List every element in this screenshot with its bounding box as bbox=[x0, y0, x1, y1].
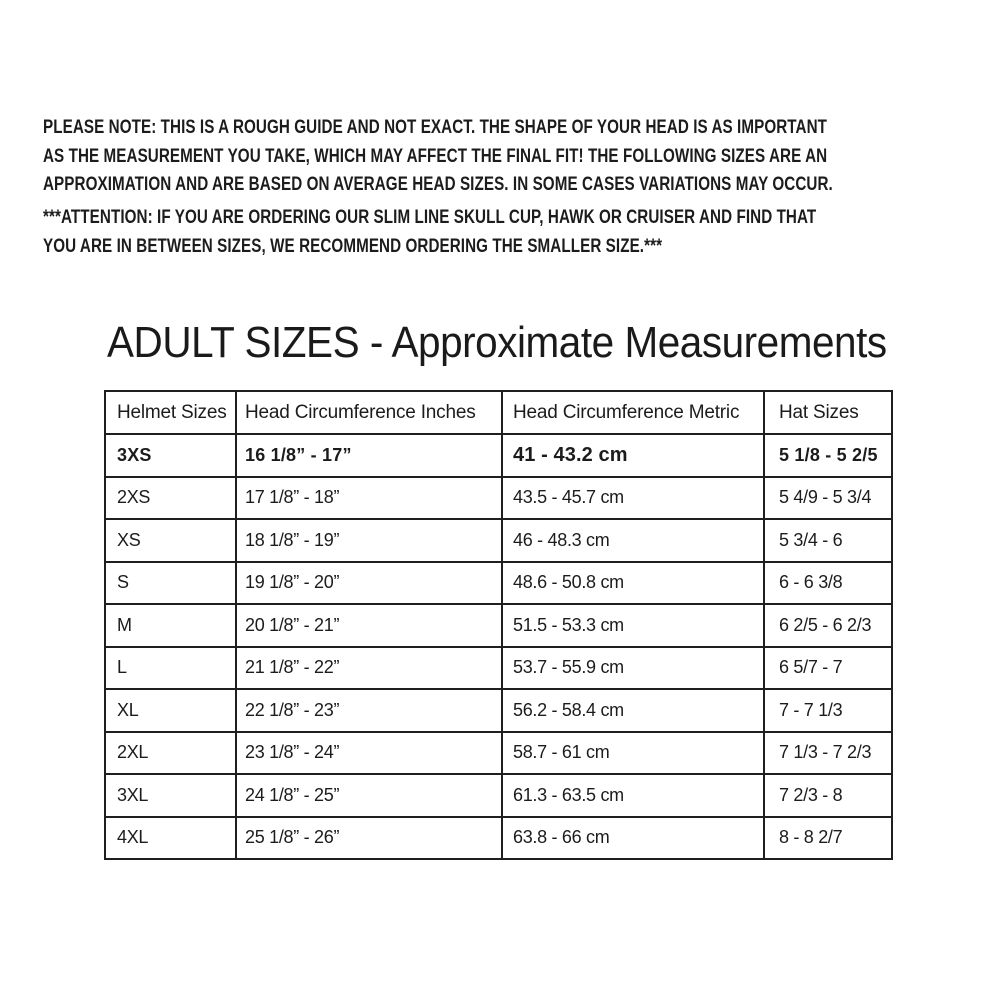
inches-cell: 18 1/8” - 19” bbox=[236, 519, 502, 562]
note-line: PLEASE NOTE: THIS IS A ROUGH GUIDE AND NOT EXACT. THE SHAPE OF YOUR HEAD IS AS IMPORTANT bbox=[43, 116, 828, 138]
metric-cell: 58.7 - 61 cm bbox=[502, 732, 764, 775]
inches-cell: 24 1/8” - 25” bbox=[236, 774, 502, 817]
metric-cell: 51.5 - 53.3 cm bbox=[502, 604, 764, 647]
helmet-size-cell: XL bbox=[105, 689, 236, 732]
helmet-size-cell: 2XL bbox=[105, 732, 236, 775]
column-header-metric: Head Circumference Metric bbox=[502, 391, 764, 434]
hat-size-cell: 6 - 6 3/8 bbox=[764, 562, 892, 605]
table-row bbox=[105, 477, 892, 520]
metric-cell: 56.2 - 58.4 cm bbox=[502, 689, 764, 732]
inches-cell: 23 1/8” - 24” bbox=[236, 732, 502, 775]
inches-cell: 25 1/8” - 26” bbox=[236, 817, 502, 860]
helmet-size-cell: 3XS bbox=[105, 434, 236, 477]
inches-cell: 19 1/8” - 20” bbox=[236, 562, 502, 605]
attention-paragraph bbox=[43, 203, 816, 260]
helmet-size-cell: 3XL bbox=[105, 774, 236, 817]
adult-sizes-table bbox=[104, 390, 893, 860]
table-header-row bbox=[105, 391, 892, 434]
helmet-size-cell: 4XL bbox=[105, 817, 236, 860]
table-row bbox=[105, 774, 892, 817]
metric-cell: 46 - 48.3 cm bbox=[502, 519, 764, 562]
column-header-hat-sizes: Hat Sizes bbox=[764, 391, 892, 434]
hat-size-cell: 7 - 7 1/3 bbox=[764, 689, 892, 732]
inches-cell: 20 1/8” - 21” bbox=[236, 604, 502, 647]
helmet-size-cell: L bbox=[105, 647, 236, 690]
helmet-size-cell: S bbox=[105, 562, 236, 605]
column-header-inches: Head Circumference Inches bbox=[236, 391, 502, 434]
metric-cell: 53.7 - 55.9 cm bbox=[502, 647, 764, 690]
please-note-paragraph bbox=[43, 113, 833, 199]
metric-cell: 61.3 - 63.5 cm bbox=[502, 774, 764, 817]
note-line: APPROXIMATION AND ARE BASED ON AVERAGE HEAD SIZES. IN SOME CASES VARIATIONS MAY OCCUR. bbox=[43, 173, 833, 196]
hat-size-cell: 7 1/3 - 7 2/3 bbox=[764, 732, 892, 775]
metric-cell: 48.6 - 50.8 cm bbox=[502, 562, 764, 605]
inches-cell: 16 1/8” - 17” bbox=[236, 434, 502, 477]
attention-line: YOU ARE IN BETWEEN SIZES, WE RECOMMEND ORDERING THE SMALLER SIZE.*** bbox=[43, 234, 663, 257]
note-line: AS THE MEASUREMENT YOU TAKE, WHICH MAY AFFECT THE FINAL FIT! THE FOLLOWING SIZES ARE AN bbox=[43, 144, 828, 167]
table-row bbox=[105, 604, 892, 647]
column-header-helmet-sizes: Helmet Sizes bbox=[105, 391, 236, 434]
page-title: ADULT SIZES - Approximate Measurements bbox=[107, 318, 887, 367]
metric-cell: 43.5 - 45.7 cm bbox=[502, 477, 764, 520]
metric-cell: 41 - 43.2 cm bbox=[502, 434, 764, 477]
hat-size-cell: 8 - 8 2/7 bbox=[764, 817, 892, 860]
hat-size-cell: 5 3/4 - 6 bbox=[764, 519, 892, 562]
table-row bbox=[105, 689, 892, 732]
inches-cell: 21 1/8” - 22” bbox=[236, 647, 502, 690]
helmet-size-cell: XS bbox=[105, 519, 236, 562]
table-row bbox=[105, 647, 892, 690]
hat-size-cell: 5 1/8 - 5 2/5 bbox=[764, 434, 892, 477]
inches-cell: 22 1/8” - 23” bbox=[236, 689, 502, 732]
hat-size-cell: 5 4/9 - 5 3/4 bbox=[764, 477, 892, 520]
hat-size-cell: 6 5/7 - 7 bbox=[764, 647, 892, 690]
table-row bbox=[105, 519, 892, 562]
helmet-size-cell: 2XS bbox=[105, 477, 236, 520]
attention-line: ***ATTENTION: IF YOU ARE ORDERING OUR SLIM LINE SKULL CUP, HAWK OR CRUISER AND FIND THAT bbox=[43, 206, 817, 228]
metric-cell: 63.8 - 66 cm bbox=[502, 817, 764, 860]
table-row bbox=[105, 434, 892, 477]
helmet-size-cell: M bbox=[105, 604, 236, 647]
table-row bbox=[105, 732, 892, 775]
inches-cell: 17 1/8” - 18” bbox=[236, 477, 502, 520]
table-row bbox=[105, 562, 892, 605]
table-row bbox=[105, 817, 892, 860]
hat-size-cell: 6 2/5 - 6 2/3 bbox=[764, 604, 892, 647]
hat-size-cell: 7 2/3 - 8 bbox=[764, 774, 892, 817]
